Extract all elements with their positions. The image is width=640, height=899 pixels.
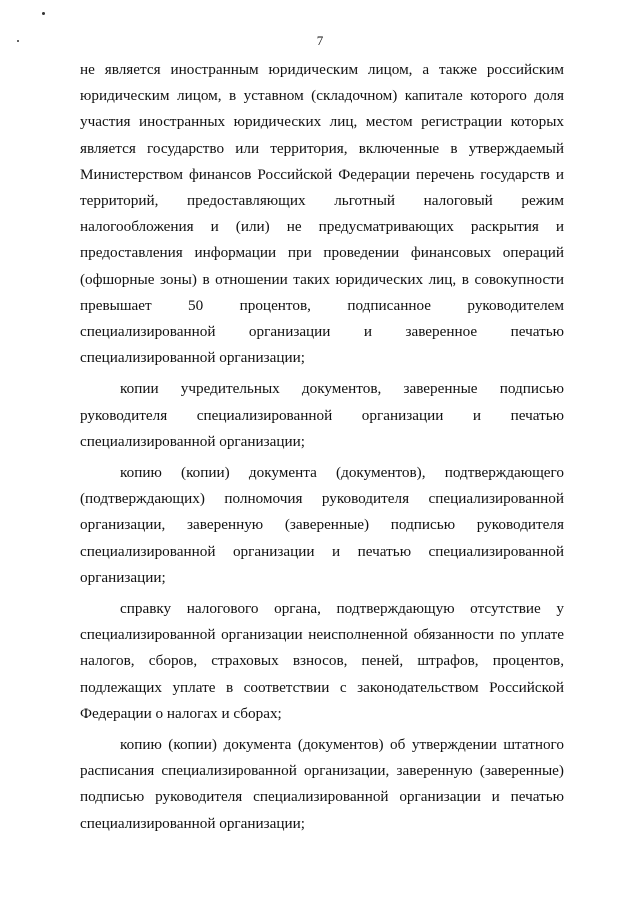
document-body <box>80 57 564 837</box>
paragraph-tax-certificate: справку налогового органа, подтверждающую отсутствие у специализированной организации неисполненной обязанности по уплате налогов, сборов, страховых взносов, пеней, штрафов, процентов, подлежащих уплате в соответствии с законодательством Российской Федерации о налогах и сборах; <box>80 600 564 722</box>
paragraph-founding-documents: копии учредительных документов, заверенные подписью руководителя специализированной организации и печатью специализированной организации; <box>80 380 564 450</box>
scan-speck <box>42 12 45 15</box>
paragraph-head-authority-documents: копию (копии) документа (документов), подтверждающего (подтверждающих) полномочия руководителя специализированной организации, заверенную (заверенные) подписью руководителя специализированной организации и печатью специализированной организации; <box>80 464 564 586</box>
paragraph-offshore-declaration: не является иностранным юридическим лицом, а также российским юридическим лицом, в уставном (складочном) капитале которого доля участия иностранных юридических лиц, местом регистрации которых является государство или территория, включенные в утверждаемый Министерством финансов Российской Федерации перечень государств и территорий, предоставляющих льготный налоговый режим налогообложения и (или) не предусматривающих раскрытия и предоставления информации при проведении финансовых операций (офшорные зоны) в отношении таких юридических лиц, в совокупности превышает 50 процентов, подписанное руководителем специализированной организации и заверенное печатью специализированной организации; <box>80 61 564 367</box>
paragraph-staffing-schedule: копию (копии) документа (документов) об утверждении штатного расписания специализированной организации, заверенную (заверенные) подписью руководителя специализированной организации и печатью специализированной организации; <box>80 736 564 832</box>
page-number: 7 <box>316 33 324 48</box>
